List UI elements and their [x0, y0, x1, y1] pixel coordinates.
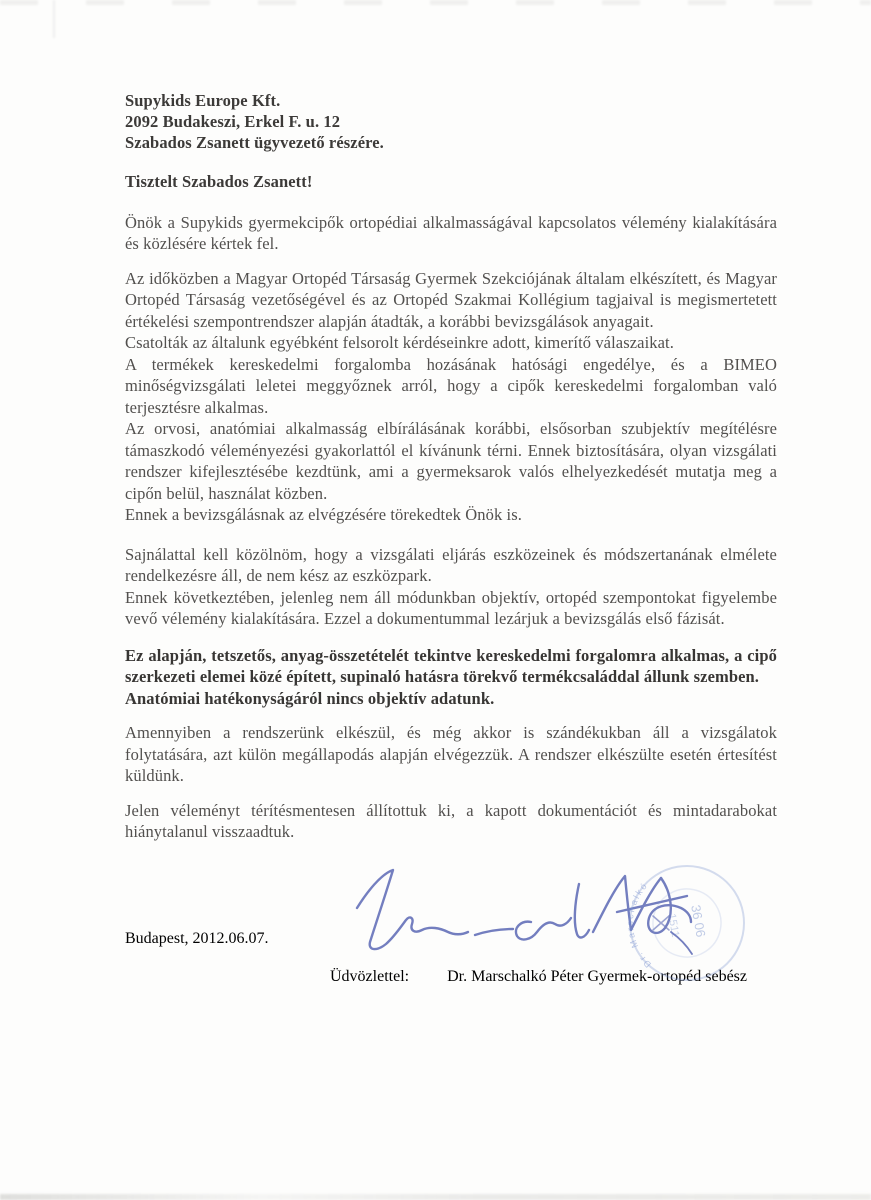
letter-paragraph: Az időközben a Magyar Ortopéd Társaság Gyermek Szekciójának általam elkészített, és Magyar Ortopéd Társaság vezetőségével és az Ortopéd Szakmai Kollégium tagjaival is megismertetett értékelési szempontrendszer alapján átadták, a korábbi bevizsgálások anyagait. [125, 268, 777, 331]
letter-paragraph: Jelen véleményt térítésmentesen állítottuk ki, a kapott dokumentációt és mintadarabokat hiánytalanul visszaadtuk. [125, 800, 777, 841]
letter-paragraph: Önök a Supykids gyermekcipők ortopédiai alkalmasságával kapcsolatos vélemény kialakítására és közlésére kértek fel. [125, 212, 777, 253]
regards-label: Üdvözlettel: [330, 968, 410, 985]
intro-section [125, 212, 777, 255]
letter-paragraph: Az orvosi, anatómiai alkalmasság elbírálásának korábbi, elsősorban szubjektív megítélésre támaszkodó véleményezési gyakorlattól el kívánunk térni. Ennek biztosítására, olyan vizsgálati rendszer kifejlesztésébe kezdtünk, ami a gyermeksarok valós elhelyezkedését mutatja meg a cipőn belül, használat közben. [125, 419, 777, 503]
review-section [125, 268, 777, 526]
letter-paragraph: Amennyiben a rendszerünk elkészül, és még akkor is szándékukban áll a vizsgálatok folytatására, azt külön megállapodás alapján elvégezzük. A rendszer elkészülte esetén értesítést küldünk. [125, 723, 777, 785]
letter-paragraph: Ennek a bevizsgálásnak az elvégzésére törekedtek Önök is. [125, 505, 522, 524]
stamp-center-text: 36 06 [688, 903, 709, 939]
signer-name: Dr. Marschalkó Péter Gyermek-ortopéd sebész [447, 968, 747, 985]
recipient-attention: Szabados Zsanett ügyvezető részére. [125, 133, 384, 152]
svg-text:Dr. Marschalkó [615, 878, 669, 971]
salutation: Tisztelt Szabados Zsanett! [125, 172, 313, 191]
round-stamp [598, 834, 776, 1012]
recipient-company: Supykids Europe Kft. [125, 91, 281, 110]
letter-paragraph: Csatolták az általunk egyébként felsorolt kérdéseinkre adott, kimerítő válaszaikat. [125, 333, 674, 352]
recipient-address: 2092 Budakeszi, Erkel F. u. 12 [125, 112, 341, 131]
future-section [125, 722, 777, 787]
letter-paragraph: A termékek kereskedelmi forgalomba hozásának hatósági engedélye, és a BIMEO minőségvizsgálati leletei meggyőznek arról, hogy a cipők kereskedelmi forgalomban való terjesztésre alkalmas. [125, 354, 777, 417]
conclusion-section [125, 645, 777, 710]
stamp-number-text: 1511 [665, 912, 682, 939]
date-line: Budapest, 2012.06.07. [125, 930, 269, 947]
conclusion-paragraph: Anatómiai hatékonyságáról nincs objektív adatunk. [125, 688, 495, 708]
free-of-charge-section [125, 800, 777, 843]
letter-paragraph: Ennek következtében, jelenleg nem áll módunkban objektív, ortopéd szempontokat figyelembe vevő vélemény kialakítására. Ezzel a dokumentummal lezárjuk a bevizsgálás első fázisát. [125, 587, 777, 628]
limitation-section [125, 544, 777, 630]
conclusion-paragraph: Ez alapján, tetszetős, anyag-összetételét tekintve kereskedelmi forgalomra alkalmas, a cipő szerkezeti elemei közé épített, supinaló hatásra törekvő termékcsaláddal állunk szemben. [125, 645, 777, 686]
letter-paragraph: Sajnálattal kell közölnöm, hogy a vizsgálati eljárás eszközeinek és módszertanának elmélete rendelkezésre áll, de nem kész az eszközpark. [125, 544, 777, 585]
stamp-arc-text: Dr. Marschalkó [624, 879, 654, 970]
